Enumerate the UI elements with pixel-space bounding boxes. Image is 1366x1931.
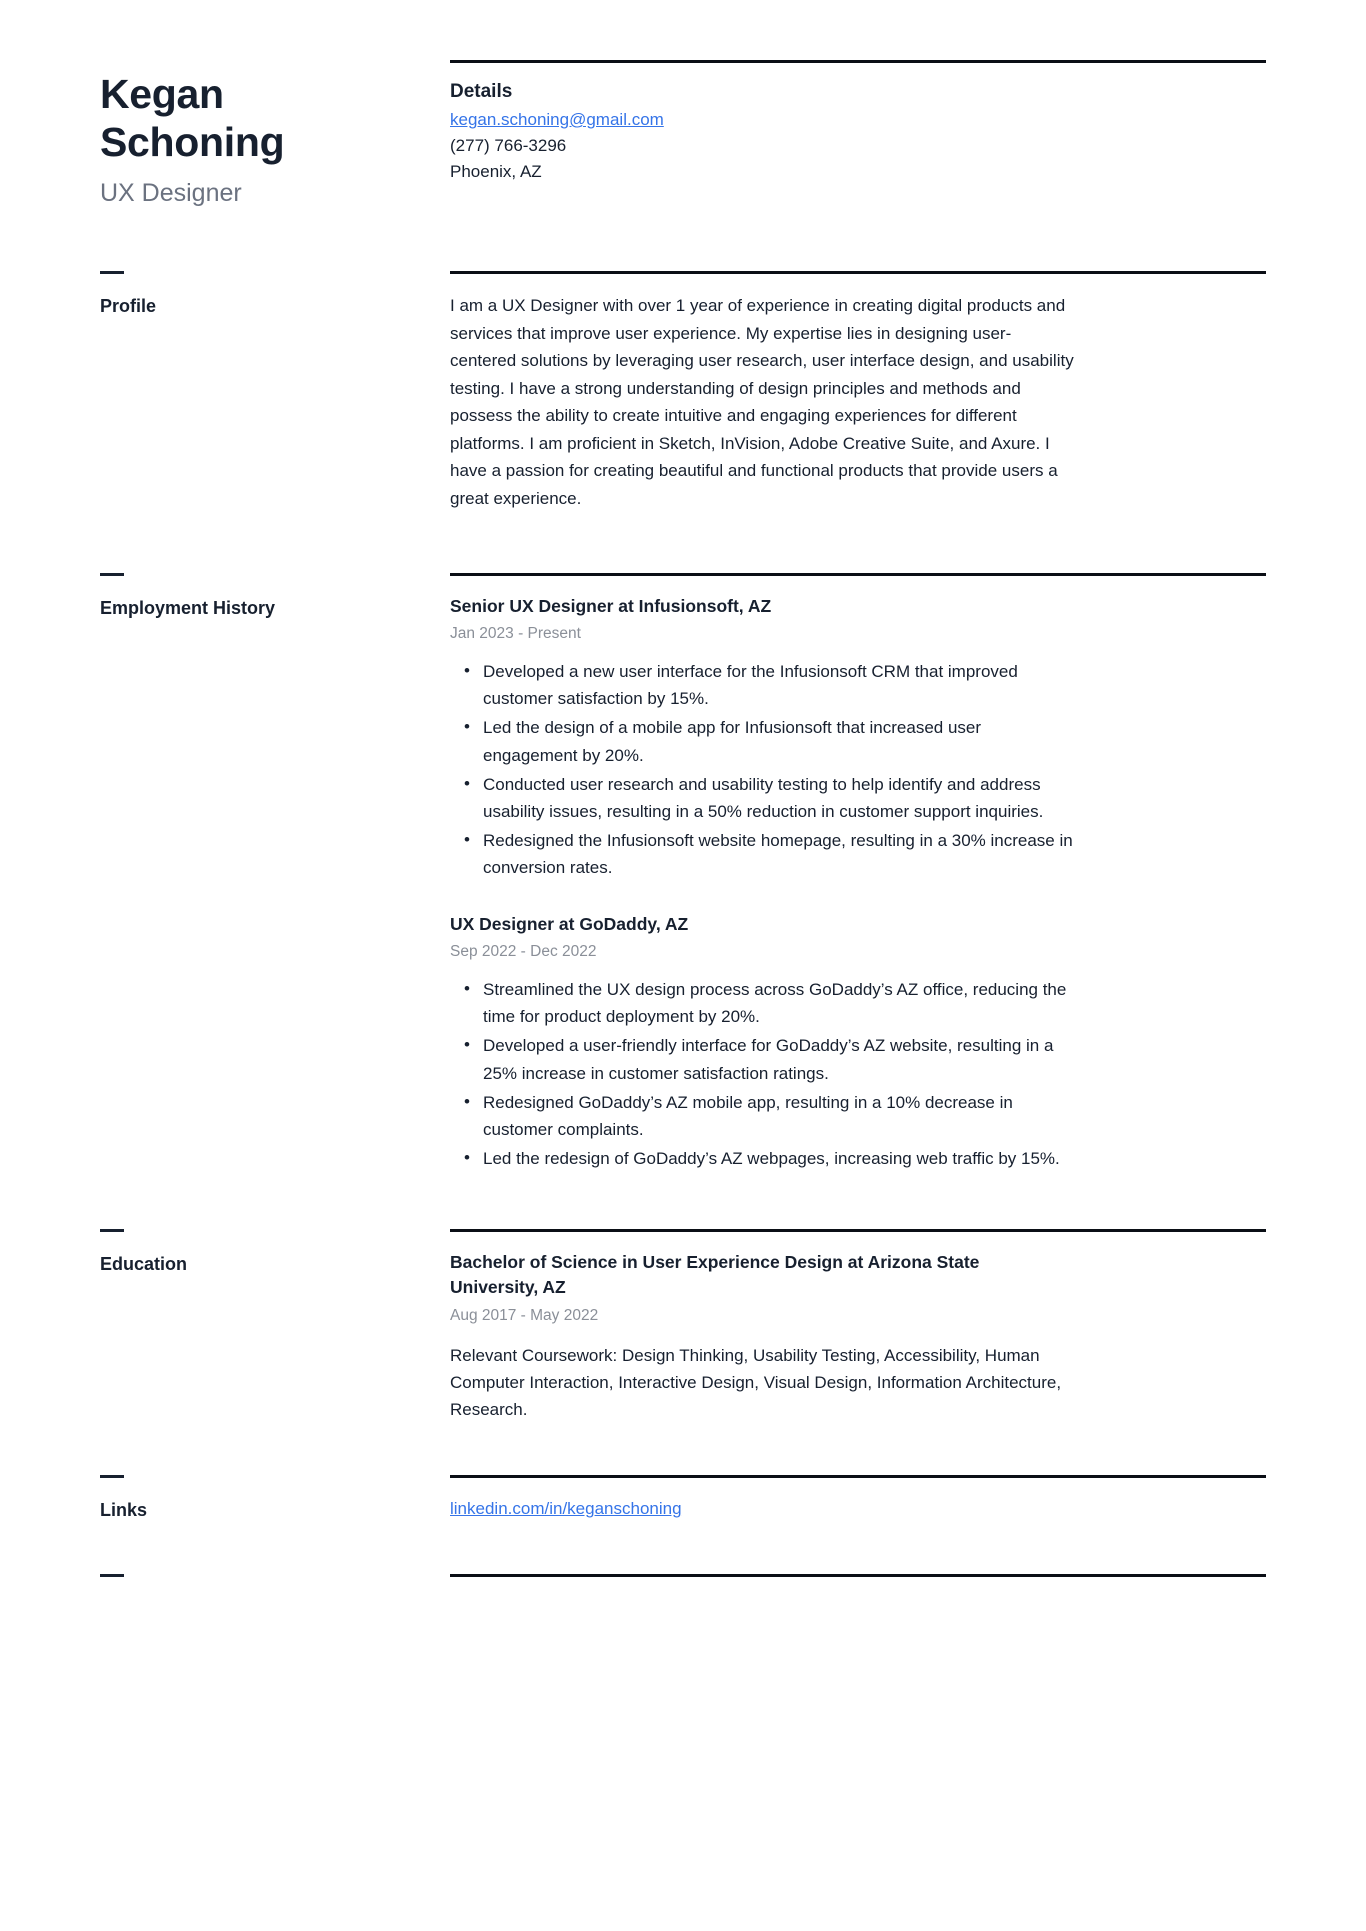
list-item: • Conducted user research and usability testing to help identify and address usability issues, resulting in a 50% reduction in customer support inquiries.	[450, 771, 1075, 825]
next-section-body	[450, 1574, 1266, 1599]
employment-entry-title: Senior UX Designer at Infusionsoft, AZ	[450, 595, 772, 616]
employment-rule	[450, 573, 1266, 576]
links-section	[0, 1475, 1366, 1522]
candidate-job-title: UX Designer	[100, 178, 242, 207]
employment-label: Employment History	[100, 597, 276, 618]
employment-entry	[450, 594, 1266, 882]
links-list	[450, 1478, 1266, 1522]
profile-body	[450, 271, 1266, 512]
list-item: • Developed a user-friendly interface for GoDaddy’s AZ website, resulting in a 25% increase in customer satisfaction ratings.	[450, 1032, 1075, 1086]
list-item: • Developed a new user interface for the Infusionsoft CRM that improved customer satisfaction by 15%.	[450, 658, 1075, 712]
profile-label: Profile	[100, 296, 157, 317]
section-dash-icon	[100, 1229, 124, 1232]
section-dash-icon	[100, 1475, 124, 1478]
education-body	[450, 1229, 1266, 1423]
linkedin-link[interactable]: linkedin.com/in/keganschoning	[450, 1499, 682, 1519]
details-rule	[450, 60, 1266, 63]
employment-entry	[450, 912, 1266, 1173]
education-label: Education	[100, 1254, 188, 1275]
details-heading: Details	[450, 81, 513, 102]
header-identity	[100, 60, 450, 209]
resume-header	[0, 0, 1366, 209]
section-dash-icon	[100, 573, 124, 576]
candidate-name-line1: Kegan	[100, 71, 224, 117]
education-label-col	[100, 1229, 450, 1423]
profile-rule	[450, 271, 1266, 274]
section-dash-icon	[100, 271, 124, 274]
details-section	[450, 60, 1266, 209]
employment-entry-date: Jan 2023 - Present	[450, 625, 581, 643]
list-item: • Led the redesign of GoDaddy’s AZ webpages, increasing web traffic by 15%.	[450, 1145, 1075, 1172]
employment-entry-title: UX Designer at GoDaddy, AZ	[450, 913, 689, 934]
list-item: • Led the design of a mobile app for Infusionsoft that increased user engagement by 20%.	[450, 714, 1075, 768]
education-entry-coursework: Relevant Coursework: Design Thinking, Usability Testing, Accessibility, Human Computer Interaction, Interactive Design, Visual Design, Information Architecture, Research.	[450, 1345, 1062, 1420]
employment-section	[0, 573, 1366, 1175]
employment-entry-date: Sep 2022 - Dec 2022	[450, 943, 597, 961]
details-phone: (277) 766-3296	[450, 135, 567, 155]
employment-entry-bullets	[450, 658, 1075, 882]
next-section-label-col	[100, 1574, 450, 1599]
list-item: • Streamlined the UX design process across GoDaddy’s AZ office, reducing the time for product deployment by 20%.	[450, 976, 1075, 1030]
profile-section	[0, 271, 1366, 512]
profile-text: I am a UX Designer with over 1 year of experience in creating digital products and services that improve user experience. My expertise lies in designing user-centered solutions by leveraging user research, user interface design, and usability testing. I have a strong understanding of design principles and methods and possess the ability to create intuitive and engaging experiences for different platforms. I am proficient in Sketch, InVision, Adobe Creative Suite, and Axure. I have a passion for creating beautiful and functional products that provide users a great experience.	[450, 296, 1074, 508]
section-dash-icon	[100, 1574, 124, 1577]
education-rule	[450, 1229, 1266, 1232]
education-entry-title: Bachelor of Science in User Experience Design at Arizona State University, AZ	[450, 1252, 980, 1298]
education-section	[0, 1229, 1366, 1423]
details-email-row	[450, 107, 1266, 133]
details-location: Phoenix, AZ	[450, 161, 542, 181]
links-body	[450, 1475, 1266, 1522]
links-label-col	[100, 1475, 450, 1522]
education-entry-date: Aug 2017 - May 2022	[450, 1307, 599, 1325]
next-section-rule	[450, 1574, 1266, 1577]
list-item: • Redesigned the Infusionsoft website homepage, resulting in a 30% increase in conversion rates.	[450, 827, 1075, 881]
employment-label-col	[100, 573, 450, 1175]
profile-label-col	[100, 271, 450, 512]
employment-entry-bullets	[450, 976, 1075, 1172]
candidate-name-line2: Schoning	[100, 119, 285, 166]
candidate-name	[100, 70, 330, 167]
next-section-partial	[0, 1574, 1366, 1599]
email-link[interactable]: kegan.schoning@gmail.com	[450, 110, 664, 129]
education-entry	[450, 1250, 1266, 1423]
list-item: • Redesigned GoDaddy’s AZ mobile app, resulting in a 10% decrease in customer complaints.	[450, 1089, 1075, 1143]
employment-body	[450, 573, 1266, 1175]
links-label: Links	[100, 1500, 148, 1521]
